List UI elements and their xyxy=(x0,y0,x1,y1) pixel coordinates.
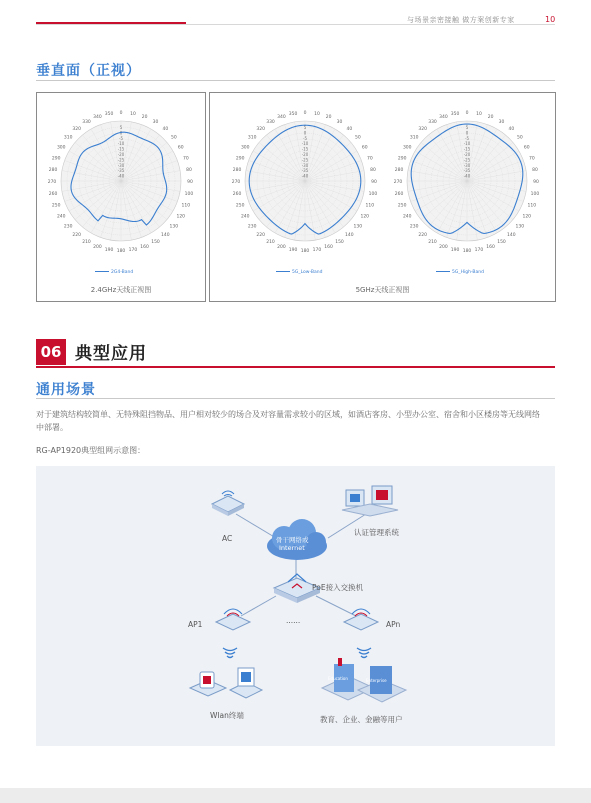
polar-ring-label: 5 xyxy=(303,125,307,130)
polar-chart-24g xyxy=(41,99,201,259)
polar-angle-label: 310 xyxy=(409,135,419,141)
polar-angle-label: 290 xyxy=(235,156,245,162)
polar-angle-label: 250 xyxy=(397,203,407,209)
scenario-title: 通用场景 xyxy=(36,382,96,398)
polar-angle-label: 80 xyxy=(532,168,538,174)
polar-angle-label: 70 xyxy=(366,156,373,162)
polar-angle-label: 190 xyxy=(104,247,114,253)
polar-angle-label: 270 xyxy=(231,180,241,185)
polar-angle-label: 260 xyxy=(394,191,404,197)
polar-angle-label: 200 xyxy=(277,244,286,250)
polar-angle-label: 90 xyxy=(187,180,193,185)
polar-angle-label: 120 xyxy=(176,214,186,220)
polar-angle-label: 340 xyxy=(439,115,448,121)
polar-angle-label: 240 xyxy=(240,214,250,220)
polar-angle-label: 120 xyxy=(522,214,532,220)
polar-angle-label: 20 xyxy=(325,115,332,121)
polar-ring-label: -5 xyxy=(303,135,307,141)
polar-angle-label: 290 xyxy=(397,156,407,162)
polar-angle-label: 130 xyxy=(169,224,179,230)
legend-label-24g: 2G4-Band xyxy=(111,270,134,275)
legend-line-icon xyxy=(95,271,109,272)
polar-angle-label: 220 xyxy=(256,232,265,238)
polar-angle-label: 50 xyxy=(354,135,361,141)
cloud-label-1: 骨干网络或 xyxy=(276,536,309,544)
polar-ring-label: -20 xyxy=(463,152,471,157)
buildings-icon xyxy=(318,658,410,706)
polar-angle-label: 310 xyxy=(247,135,257,141)
polar-ring-label: -20 xyxy=(117,152,125,157)
polar-angle-label: 110 xyxy=(527,203,537,209)
polar-angle-label: 200 xyxy=(93,244,102,250)
polar-angle-label: 30 xyxy=(336,120,343,126)
polar-angle-label: 140 xyxy=(161,232,170,238)
education-label: Education xyxy=(328,676,348,681)
section-rule xyxy=(36,366,555,368)
polar-angle-label: 10 xyxy=(476,112,482,118)
polar-angle-label: 250 xyxy=(235,203,245,209)
scenario-paragraph: 对于建筑结构较简单、无特殊阻挡物品、用户相对较少的场合及对容量需求较小的区域，如酒店客房、小型办公室、宿舍和小区楼房等无线网络中部署。 xyxy=(36,410,540,432)
polar-ring-label: -40 xyxy=(463,173,471,179)
ac-controller-icon xyxy=(208,486,248,518)
caption-24g: 2.4GHz天线正视图 xyxy=(90,286,152,294)
polar-angle-label: 100 xyxy=(368,191,378,197)
polar-ring-label: -20 xyxy=(301,152,309,157)
polar-ring-label: 5 xyxy=(119,125,123,130)
polar-angle-label: 70 xyxy=(182,156,189,162)
polar-angle-label: 130 xyxy=(353,224,363,230)
polar-ring-label: -35 xyxy=(117,168,125,174)
polar-ring-label: -10 xyxy=(463,141,471,147)
polar-angle-label: 350 xyxy=(288,112,298,118)
polar-angle-label: 40 xyxy=(508,127,515,133)
polar-ring-label: -10 xyxy=(301,141,309,147)
polar-angle-label: 80 xyxy=(186,168,192,174)
polar-angle-label: 0 xyxy=(465,111,469,116)
network-diagram xyxy=(36,466,555,746)
polar-angle-label: 170 xyxy=(474,247,484,253)
polar-angle-label: 200 xyxy=(439,244,448,250)
polar-ring-label: -15 xyxy=(301,146,309,152)
polar-angle-label: 280 xyxy=(48,168,58,174)
polar-angle-label: 0 xyxy=(303,111,307,116)
polar-angle-label: 160 xyxy=(324,244,333,250)
polar-chart-5g-high xyxy=(387,99,547,259)
poe-switch-label: PoE接入交换机 xyxy=(312,583,364,592)
polar-angle-label: 310 xyxy=(63,135,73,141)
polar-angle-label: 320 xyxy=(72,127,81,133)
polar-angle-label: 180 xyxy=(300,249,310,254)
panel-24ghz xyxy=(36,92,206,302)
section-number: 06 xyxy=(36,339,66,365)
caption-5g: 5GHz天线正视图 xyxy=(355,286,410,294)
legend-label-5g-low: 5G_Low-Band xyxy=(292,270,323,275)
ap1-icon xyxy=(212,602,254,634)
polar-angle-label: 280 xyxy=(394,168,404,174)
polar-angle-label: 100 xyxy=(530,191,540,197)
polar-angle-label: 60 xyxy=(523,145,530,151)
ap1-label: AP1 xyxy=(188,620,203,629)
polar-angle-label: 350 xyxy=(104,112,114,118)
section-title: 典型应用 xyxy=(75,344,147,364)
apn-icon xyxy=(340,602,382,634)
polar-angle-label: 190 xyxy=(288,247,298,253)
polar-angle-label: 210 xyxy=(428,239,437,245)
polar-angle-label: 210 xyxy=(266,239,275,245)
page-number: 10 xyxy=(545,15,556,24)
polar-angle-label: 150 xyxy=(497,239,506,245)
polar-angle-label: 270 xyxy=(393,180,403,185)
polar-angle-label: 340 xyxy=(277,115,286,121)
polar-angle-label: 320 xyxy=(256,127,265,133)
polar-ring-label: -30 xyxy=(463,162,471,168)
polar-angle-label: 130 xyxy=(515,224,525,230)
polar-angle-label: 240 xyxy=(56,214,66,220)
polar-angle-label: 230 xyxy=(409,224,419,230)
polar-ring-label: -15 xyxy=(117,146,125,152)
polar-angle-label: 50 xyxy=(516,135,523,141)
enterprise-label: Enterprise xyxy=(366,678,387,683)
polar-ring-label: -5 xyxy=(119,135,123,141)
polar-ring-label: -25 xyxy=(463,157,471,163)
polar-angle-label: 330 xyxy=(428,120,437,126)
polar-angle-label: 150 xyxy=(151,239,160,245)
users-label: 教育、企业、金融等用户 xyxy=(320,715,403,724)
wlan-terminals-icon xyxy=(186,664,266,704)
polar-angle-label: 40 xyxy=(162,127,169,133)
polar-angle-label: 60 xyxy=(177,145,184,151)
legend-24g xyxy=(95,270,133,275)
vertical-section-rule xyxy=(36,80,555,81)
polar-angle-label: 160 xyxy=(486,244,495,250)
polar-ring-label: -35 xyxy=(463,168,471,174)
polar-angle-label: 290 xyxy=(51,156,61,162)
polar-angle-label: 110 xyxy=(181,203,191,209)
panel-5ghz xyxy=(209,92,556,302)
polar-angle-label: 340 xyxy=(93,115,102,121)
polar-angle-label: 320 xyxy=(418,127,427,133)
polar-angle-label: 70 xyxy=(528,156,535,162)
legend-line-icon xyxy=(276,271,290,272)
polar-angle-label: 300 xyxy=(240,145,250,151)
legend-line-icon xyxy=(436,271,450,272)
polar-ring-label: -40 xyxy=(117,173,125,179)
polar-angle-label: 90 xyxy=(533,180,539,185)
polar-angle-label: 100 xyxy=(184,191,194,197)
auth-system-label: 认证管理系统 xyxy=(354,528,399,537)
polar-angle-label: 250 xyxy=(51,203,61,209)
polar-angle-label: 170 xyxy=(312,247,322,253)
polar-angle-label: 170 xyxy=(128,247,138,253)
polar-angle-label: 190 xyxy=(450,247,460,253)
page-footer xyxy=(0,788,591,803)
wifi-icon xyxy=(220,642,240,662)
polar-angle-label: 180 xyxy=(116,249,126,254)
polar-ring-label: 0 xyxy=(465,130,469,136)
header-slogan: 与场景亲密接触 做方案创新专家 xyxy=(407,16,515,24)
polar-angle-label: 180 xyxy=(462,249,472,254)
diagram-lines xyxy=(36,466,555,746)
polar-angle-label: 10 xyxy=(314,112,320,118)
polar-angle-label: 230 xyxy=(63,224,73,230)
polar-angle-label: 150 xyxy=(335,239,344,245)
polar-angle-label: 140 xyxy=(345,232,354,238)
polar-ring-label: -40 xyxy=(301,173,309,179)
polar-ring-label: -15 xyxy=(463,146,471,152)
polar-angle-label: 220 xyxy=(418,232,427,238)
legend-label-5g-high: 5G_High-Band xyxy=(452,270,484,275)
legend-5g-high xyxy=(436,270,484,275)
polar-ring-label: -30 xyxy=(301,162,309,168)
polar-angle-label: 140 xyxy=(507,232,516,238)
polar-ring-label: 5 xyxy=(465,125,469,130)
polar-ring-label: -30 xyxy=(117,162,125,168)
legend-5g-low xyxy=(276,270,322,275)
polar-angle-label: 120 xyxy=(360,214,370,220)
wlan-terminals-label: Wlan终端 xyxy=(210,711,244,720)
diagram-caption: RG-AP1920典型组网示意图： xyxy=(36,446,146,455)
polar-ring-label: -25 xyxy=(301,157,309,163)
polar-ring-label: 0 xyxy=(119,130,123,136)
polar-angle-label: 260 xyxy=(48,191,58,197)
polar-ring-label: 0 xyxy=(303,130,307,136)
polar-angle-label: 230 xyxy=(247,224,257,230)
polar-angle-label: 30 xyxy=(498,120,505,126)
scenario-rule xyxy=(36,398,555,399)
auth-server-icon xyxy=(340,482,400,522)
polar-angle-label: 300 xyxy=(402,145,412,151)
polar-ring-label: -5 xyxy=(465,135,469,141)
polar-angle-label: 90 xyxy=(371,180,377,185)
polar-angle-label: 20 xyxy=(141,115,148,121)
apn-label: APn xyxy=(386,620,401,629)
polar-angle-label: 350 xyxy=(450,112,460,118)
polar-ring-label: -10 xyxy=(117,141,125,147)
polar-ring-label: -35 xyxy=(301,168,309,174)
ap-dots: ...... xyxy=(286,616,301,625)
polar-angle-label: 220 xyxy=(72,232,81,238)
ac-label: AC xyxy=(222,534,233,543)
polar-angle-label: 50 xyxy=(170,135,177,141)
polar-angle-label: 330 xyxy=(82,120,91,126)
vertical-section-title: 垂直面（正视） xyxy=(36,63,141,79)
polar-angle-label: 260 xyxy=(232,191,242,197)
polar-chart-5g-low xyxy=(225,99,385,259)
polar-angle-label: 280 xyxy=(232,168,242,174)
polar-angle-label: 300 xyxy=(56,145,66,151)
polar-angle-label: 270 xyxy=(47,180,57,185)
polar-angle-label: 10 xyxy=(130,112,136,118)
polar-angle-label: 30 xyxy=(152,120,159,126)
polar-angle-label: 210 xyxy=(82,239,91,245)
polar-angle-label: 240 xyxy=(402,214,412,220)
polar-angle-label: 80 xyxy=(370,168,376,174)
polar-angle-label: 0 xyxy=(119,111,123,116)
polar-angle-label: 40 xyxy=(346,127,353,133)
cloud-label-2: Internet xyxy=(279,544,305,552)
polar-ring-label: -25 xyxy=(117,157,125,163)
polar-angle-label: 160 xyxy=(140,244,149,250)
polar-angle-label: 60 xyxy=(361,145,368,151)
polar-angle-label: 110 xyxy=(365,203,375,209)
polar-angle-label: 330 xyxy=(266,120,275,126)
polar-angle-label: 20 xyxy=(487,115,494,121)
